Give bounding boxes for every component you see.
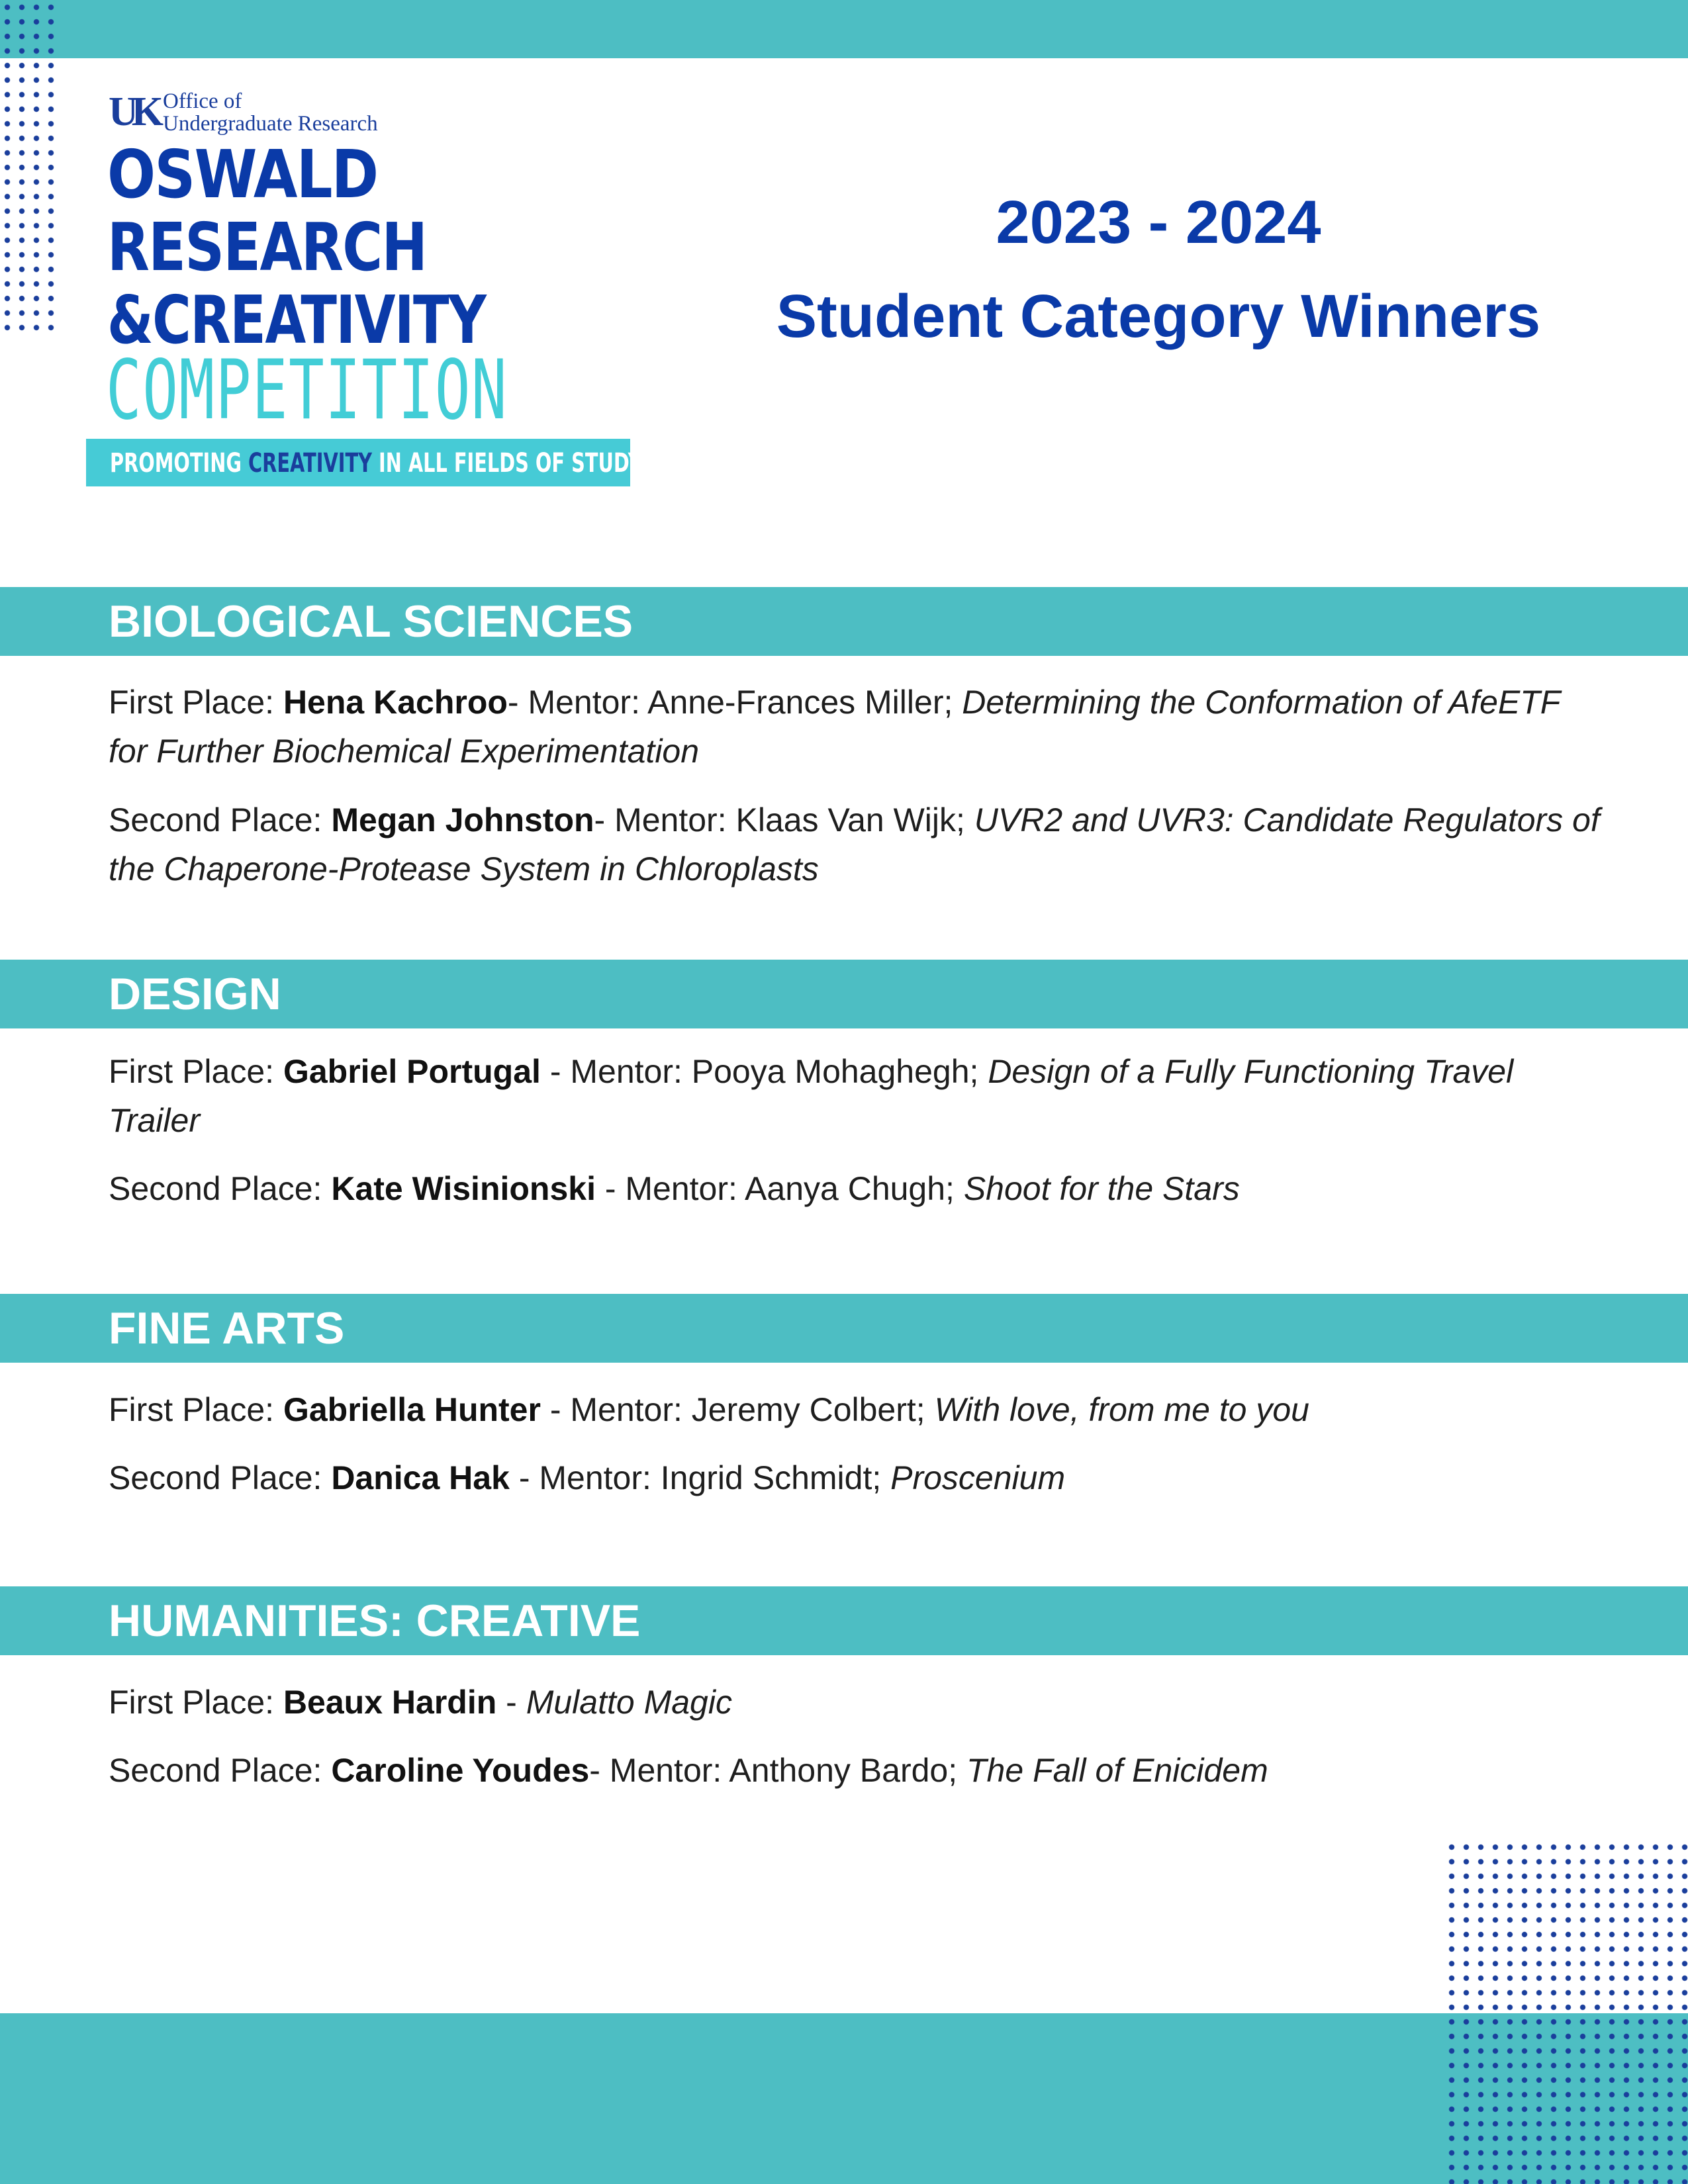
entry-place: First Place: bbox=[109, 1053, 283, 1090]
winner-name: Megan Johnston bbox=[331, 801, 594, 839]
project-title: Shoot for the Stars bbox=[963, 1170, 1240, 1207]
office-line-2: Undergraduate Research bbox=[163, 112, 378, 136]
dot-pattern-bottom-right bbox=[1443, 1837, 1688, 2184]
section-band-biological-sciences bbox=[0, 587, 1688, 656]
entry-mentor: - Mentor: Anthony Bardo; bbox=[589, 1752, 967, 1789]
winner-name: Gabriella Hunter bbox=[283, 1391, 541, 1428]
entry-first-place bbox=[109, 1385, 1605, 1434]
entry-second-place bbox=[109, 1746, 1605, 1795]
entry-place: Second Place: bbox=[109, 1170, 332, 1207]
section-title: HUMANITIES: CREATIVE bbox=[109, 1596, 641, 1646]
project-title: The Fall of Enicidem bbox=[966, 1752, 1268, 1789]
entry-place: First Place: bbox=[109, 1391, 283, 1428]
tagline-highlight: CREATIVITY bbox=[248, 448, 372, 478]
entry-first-place bbox=[109, 1678, 1605, 1727]
page-title-years: 2023 - 2024 bbox=[996, 189, 1321, 256]
project-title: Design of a Fully Functioning Travel Trailer bbox=[109, 1053, 1514, 1139]
entry-first-place bbox=[109, 1047, 1605, 1145]
uk-logo-icon: UK bbox=[109, 89, 157, 134]
winner-name: Gabriel Portugal bbox=[283, 1053, 541, 1090]
entry-second-place bbox=[109, 796, 1605, 893]
section-title: BIOLOGICAL SCIENCES bbox=[109, 596, 633, 647]
logo-line-creativity: &CREATIVITY bbox=[107, 281, 486, 359]
competition-logo bbox=[86, 85, 642, 488]
entry-mentor: - bbox=[496, 1684, 526, 1721]
project-title: Proscenium bbox=[890, 1459, 1066, 1496]
section-band-humanities-creative bbox=[0, 1586, 1688, 1655]
entry-place: Second Place: bbox=[109, 1459, 332, 1496]
winner-name: Kate Wisinionski bbox=[331, 1170, 596, 1207]
entry-mentor: - Mentor: Anne-Frances Miller; bbox=[507, 684, 962, 721]
entry-mentor: - Mentor: Ingrid Schmidt; bbox=[509, 1459, 891, 1496]
section-title: DESIGN bbox=[109, 969, 281, 1019]
entry-first-place bbox=[109, 678, 1605, 776]
logo-tagline bbox=[86, 439, 642, 486]
page-title: Student Category Winners bbox=[776, 283, 1541, 350]
entry-mentor: - Mentor: Aanya Chugh; bbox=[595, 1170, 964, 1207]
section-band-fine-arts bbox=[0, 1294, 1688, 1363]
dot-pattern-top-left bbox=[0, 0, 60, 331]
office-line-1: Office of bbox=[163, 89, 242, 113]
project-title: UVR2 and UVR3: Candidate Regulators of the Chaperone-Protease System in Chloroplasts bbox=[109, 801, 1600, 887]
entry-place: First Place: bbox=[109, 684, 283, 721]
logo-line-oswald: OSWALD bbox=[107, 136, 378, 213]
project-title: With love, from me to you bbox=[934, 1391, 1309, 1428]
section-title: FINE ARTS bbox=[109, 1303, 345, 1353]
office-label bbox=[163, 90, 378, 135]
entry-second-place bbox=[109, 1164, 1605, 1213]
entry-place: Second Place: bbox=[109, 801, 332, 839]
winner-name: Danica Hak bbox=[331, 1459, 510, 1496]
top-banner bbox=[0, 0, 1688, 58]
entry-mentor: - Mentor: Jeremy Colbert; bbox=[540, 1391, 935, 1428]
entry-place: First Place: bbox=[109, 1684, 283, 1721]
project-title: Mulatto Magic bbox=[526, 1684, 732, 1721]
project-title: Determining the Conformation of AfeETF for Further Biochemical Experimentation bbox=[109, 684, 1560, 770]
winner-name: Caroline Youdes bbox=[331, 1752, 590, 1789]
entry-mentor: - Mentor: Klaas Van Wijk; bbox=[594, 801, 974, 839]
tagline-part-2: IN ALL FIELDS OF STUDY bbox=[371, 448, 642, 478]
entry-mentor: - Mentor: Pooya Mohaghegh; bbox=[540, 1053, 988, 1090]
entry-second-place bbox=[109, 1453, 1605, 1502]
bottom-banner bbox=[0, 2013, 1688, 2184]
logo-line-competition: COMPETITION bbox=[106, 343, 508, 438]
entry-place: Second Place: bbox=[109, 1752, 332, 1789]
logo-line-research: RESEARCH bbox=[107, 208, 427, 286]
tagline-part-1: PROMOTING bbox=[110, 448, 249, 478]
winner-name: Hena Kachroo bbox=[283, 684, 508, 721]
winner-name: Beaux Hardin bbox=[283, 1684, 497, 1721]
section-band-design bbox=[0, 960, 1688, 1028]
